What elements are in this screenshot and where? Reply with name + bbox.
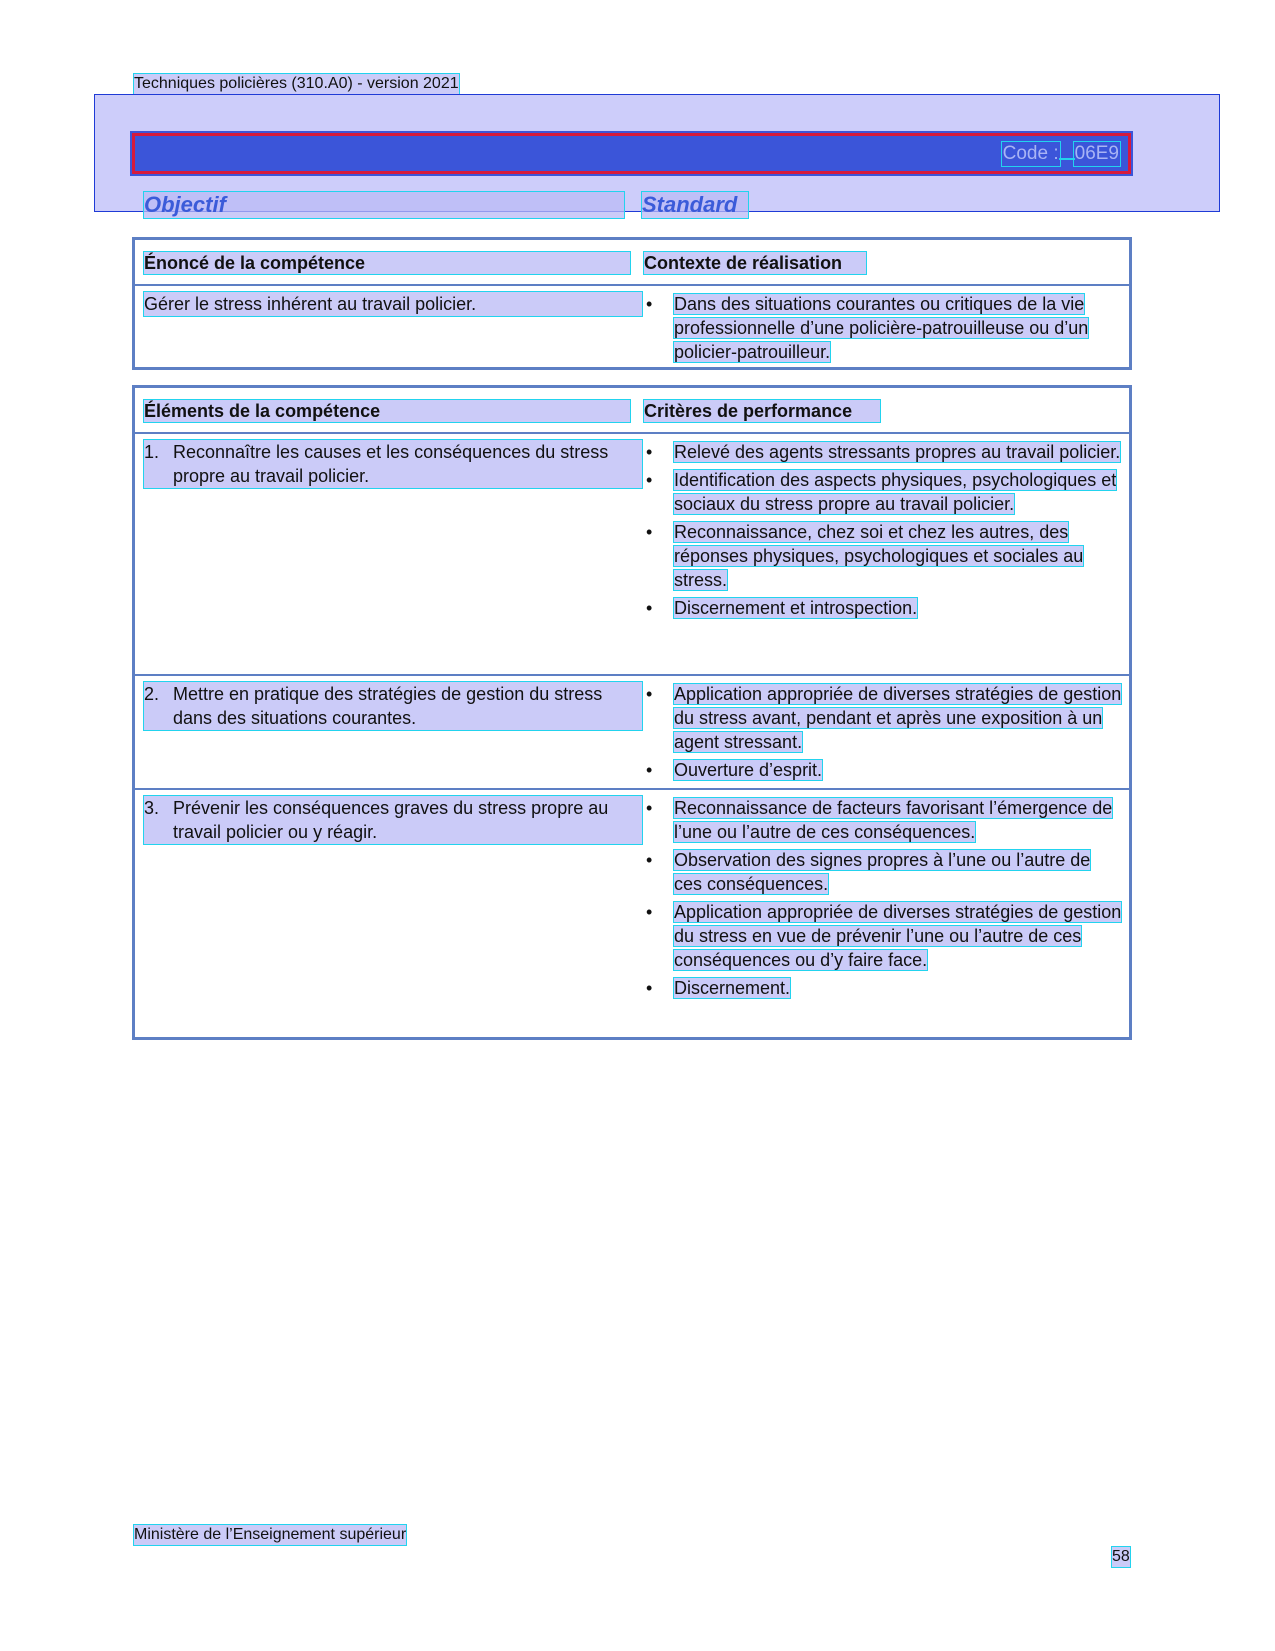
bullet-icon: • xyxy=(646,760,653,780)
statement-table xyxy=(132,237,1132,370)
criteria-item xyxy=(644,848,1122,896)
bullet-icon: • xyxy=(646,442,653,462)
statement-header: Énoncé de la compétence xyxy=(144,252,630,274)
element-row-1 xyxy=(144,440,642,488)
elements-header: Éléments de la compétence xyxy=(144,400,630,422)
bullet-icon: • xyxy=(646,850,653,870)
context-cell xyxy=(644,292,1122,368)
criteria-list-2 xyxy=(644,682,1122,786)
criteria-item xyxy=(644,596,1122,620)
bullet-icon: • xyxy=(646,522,653,542)
standard-title: Standard xyxy=(642,192,748,218)
statement-cell xyxy=(144,292,642,316)
context-text: Dans des situations courantes ou critiques de la vie professionnelle d’une policière-patrouilleuse ou d’un policier-patrouilleur. xyxy=(674,294,1089,362)
element-number: 2. xyxy=(144,684,160,704)
bullet-icon: • xyxy=(646,798,653,818)
elements-table-header xyxy=(135,388,1129,434)
criteria-text: Observation des signes propres à l’une ou l’autre de ces conséquences. xyxy=(674,850,1091,894)
criteria-text: Application appropriée de diverses stratégies de gestion du stress avant, pendant et après une exposition à un agent stressant. xyxy=(674,684,1122,752)
element-number: 1. xyxy=(144,442,160,462)
bullet-icon: • xyxy=(646,294,653,314)
criteria-text: Reconnaissance de facteurs favorisant l’émergence de l’une ou l’autre de ces conséquences. xyxy=(674,798,1113,842)
objective-title: Objectif xyxy=(144,192,624,218)
criteria-list-1 xyxy=(644,440,1122,624)
criteria-text: Application appropriée de diverses stratégies de gestion du stress en vue de prévenir l’une ou l’autre de ces conséquences ou d’y faire face. xyxy=(674,902,1122,970)
statement-text: Gérer le stress inhérent au travail policier. xyxy=(144,292,642,316)
criteria-item xyxy=(644,900,1122,972)
footer-ministry: Ministère de l’Enseignement supérieur xyxy=(134,1526,407,1543)
criteria-text: Relevé des agents stressants propres au travail policier. xyxy=(674,442,1121,462)
criteria-text: Ouverture d’esprit. xyxy=(674,760,823,780)
criteria-text: Discernement et introspection. xyxy=(674,598,918,618)
criteria-list-3 xyxy=(644,796,1122,1004)
row-divider xyxy=(135,788,1129,790)
criteria-item xyxy=(644,520,1122,592)
criteria-text: Reconnaissance, chez soi et chez les autres, des réponses physiques, psychologiques et sociales au stress. xyxy=(674,522,1084,590)
bullet-icon: • xyxy=(646,978,653,998)
context-item xyxy=(644,292,1122,364)
code-text xyxy=(1002,142,1120,166)
page-number: 58 xyxy=(1112,1548,1130,1565)
element-text: Reconnaître les causes et les conséquences du stress propre au travail policier. xyxy=(144,440,642,488)
element-row-2 xyxy=(144,682,642,730)
running-header: Techniques policières (310.A0) - version 2021 xyxy=(134,75,459,92)
code-label: Code : xyxy=(1002,143,1059,164)
element-row-3 xyxy=(144,796,642,844)
criteria-item xyxy=(644,796,1122,844)
criteria-item xyxy=(644,976,1122,1000)
element-text: Mettre en pratique des stratégies de gestion du stress dans des situations courantes. xyxy=(144,682,642,730)
code-bar xyxy=(132,133,1131,174)
criteria-text: Identification des aspects physiques, psychologiques et sociaux du stress propre au travail policier. xyxy=(674,470,1117,514)
bullet-icon: • xyxy=(646,902,653,922)
elements-table xyxy=(132,385,1132,1040)
context-header: Contexte de réalisation xyxy=(644,252,866,274)
bullet-icon: • xyxy=(646,684,653,704)
element-text: Prévenir les conséquences graves du stress propre au travail policier ou y réagir. xyxy=(144,796,642,844)
code-value: 06E9 xyxy=(1074,143,1119,164)
criteria-header: Critères de performance xyxy=(644,400,880,422)
criteria-text: Discernement. xyxy=(674,978,791,998)
element-number: 3. xyxy=(144,798,160,818)
row-divider xyxy=(135,674,1129,676)
criteria-item xyxy=(644,468,1122,516)
criteria-item xyxy=(644,758,1122,782)
bullet-icon: • xyxy=(646,598,653,618)
criteria-item xyxy=(644,682,1122,754)
statement-table-header xyxy=(135,240,1129,286)
criteria-item xyxy=(644,440,1122,464)
bullet-icon: • xyxy=(646,470,653,490)
